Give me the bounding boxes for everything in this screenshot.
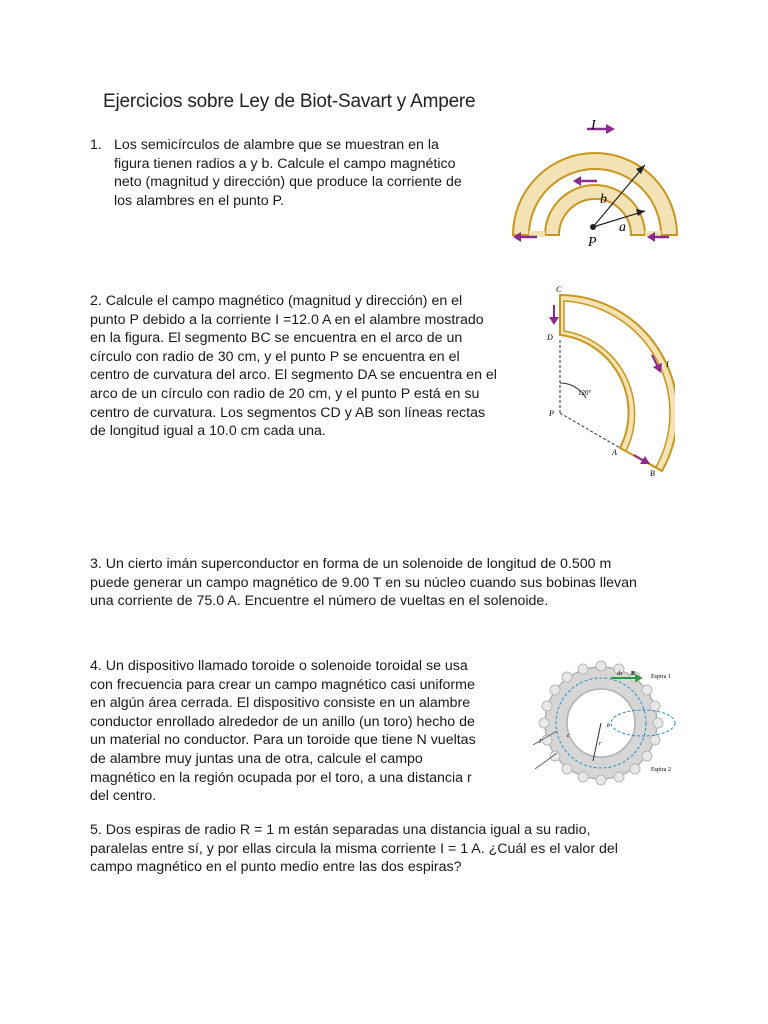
problem-1-text: [114, 136, 496, 210]
problem-1-line: los alambres en el punto P.: [114, 192, 285, 209]
label-ds: ds: [617, 671, 623, 677]
label-r: r: [599, 741, 602, 747]
problem-5-line: campo magnético en el punto medio entre las dos espiras?: [90, 859, 462, 876]
problem-4-line: de alambre muy juntas una de otra, calcule el campo: [90, 750, 423, 767]
figure-arc-wire: [540, 283, 675, 483]
problem-4-line: en algún área cerrada. El dispositivo consiste en un alambre: [90, 695, 471, 712]
problem-4-line: conductor enrollado alrededor de un anillo (un toro) hecho de: [90, 713, 475, 730]
problem-2-line: 2. Calcule el campo magnético (magnitud y dirección) en el: [90, 293, 463, 309]
problem-4-line: un material no conductor. Para un toroide que tiene N vueltas: [90, 732, 476, 749]
label-b-radius: b: [607, 723, 610, 729]
problem-4-line: magnético en la región ocupada por el toro, a una distancia r: [90, 769, 472, 786]
label-angle: 120°: [578, 389, 592, 397]
problem-4-line: con frecuencia para crear un campo magnético casi uniforme: [90, 676, 475, 693]
figure-toroid: [533, 657, 685, 787]
label-espira-2: Espira 2: [651, 767, 671, 773]
problem-4-line: del centro.: [90, 788, 157, 805]
problem-3: [90, 555, 680, 611]
problem-3-line: 3. Un cierto imán superconductor en forma de un solenoide de longitud de 0.500 m: [90, 556, 612, 572]
label-b: B: [650, 469, 655, 478]
problem-1-number: 1.: [90, 137, 102, 153]
problem-5-line: paralelas entre sí, y por ellas circula la misma corriente I = 1 A. ¿Cuál es el valor del: [90, 840, 618, 857]
problem-5: [90, 821, 680, 877]
label-p: P: [549, 409, 554, 418]
problem-2-line: en la figura. El segmento BC se encuentra en el arco de un: [90, 330, 463, 347]
label-b-field: B: [631, 671, 636, 677]
label-espira-1: Espira 1: [651, 674, 671, 680]
label-c: C: [556, 285, 562, 294]
figure-semicircles: [505, 115, 685, 255]
label-a: A: [612, 448, 617, 457]
problem-4-line: 4. Un dispositivo llamado toroide o solenoide toroidal se usa: [90, 658, 468, 674]
problem-5-line: 5. Dos espiras de radio R = 1 m están separadas una distancia igual a su radio,: [90, 822, 591, 838]
problem-2-line: de longitud igual a 10.0 cm cada una.: [90, 423, 326, 440]
problem-1-line: Los semicírculos de alambre que se muestran en la: [114, 137, 439, 153]
problem-2-line: arco de un círculo con radio de 20 cm, y el punto P está en su: [90, 385, 480, 402]
problem-4: [90, 657, 513, 806]
problem-1-line: figura tienen radios a y b. Calcule el campo magnético: [114, 155, 456, 172]
label-b: b: [600, 192, 607, 207]
problem-3-line: una corriente de 75.0 A. Encuentre el número de vueltas en el solenoide.: [90, 593, 549, 610]
label-i: I: [666, 360, 669, 369]
problem-1-line: neto (magnitud y dirección) que produce la corriente de: [114, 174, 462, 191]
page-title: Ejercicios sobre Ley de Biot-Savart y Ampere: [103, 91, 476, 112]
problem-3-line: puede generar un campo magnético de 9.00 T en su núcleo cuando sus bobinas llevan: [90, 574, 637, 591]
problem-2: [90, 292, 532, 441]
label-a: a: [619, 220, 626, 235]
label-i: I: [539, 739, 541, 745]
label-point-p: P: [588, 235, 597, 250]
problem-2-line: punto P debido a la corriente I =12.0 A en el alambre mostrado: [90, 311, 484, 328]
label-current: I: [591, 118, 596, 133]
problem-2-line: centro de curvatura. Los segmentos CD y AB son líneas rectas: [90, 404, 486, 421]
label-c: c: [567, 733, 570, 739]
problem-2-line: centro de curvatura del arco. El segmento DA se encuentra en el: [90, 367, 497, 384]
problem-2-line: círculo con radio de 30 cm, y el punto P se encuentra en el: [90, 348, 460, 365]
label-d: D: [547, 333, 553, 342]
